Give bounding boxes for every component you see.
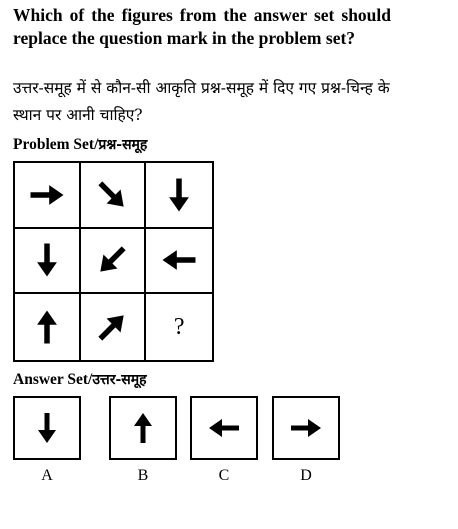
problem-set-label-hi: प्रश्न-समूह	[98, 137, 148, 153]
problem-cell-5	[81, 229, 147, 295]
problem-cell-2	[81, 163, 147, 229]
problem-cell-4	[15, 229, 81, 295]
arrow-right-icon	[286, 408, 326, 448]
answer-option-b[interactable]	[109, 396, 177, 460]
arrow-up-right-icon	[90, 305, 134, 349]
arrow-down-icon	[157, 173, 201, 217]
answer-set-label	[13, 370, 147, 390]
arrow-up-icon	[123, 408, 163, 448]
problem-cell-1	[15, 163, 81, 229]
question-hindi: उत्तर-समूह में से कौन-सी आकृति प्रश्न-समूह में दिए गए प्रश्न-चिन्ह के स्थान पर आनी चाहिए?	[13, 79, 390, 124]
problem-cell-3	[146, 163, 212, 229]
answer-set-label-en: Answer Set/	[13, 371, 93, 388]
arrow-down-right-icon	[90, 173, 134, 217]
problem-cell-9	[146, 294, 212, 360]
answer-option-a[interactable]	[13, 396, 81, 460]
question-english: Which of the figures from the answer set should replace the question mark in the problem set?	[13, 5, 391, 48]
arrow-down-icon	[27, 408, 67, 448]
problem-set-label	[13, 135, 147, 155]
problem-cell-8	[81, 294, 147, 360]
problem-set-label-en: Problem Set/	[13, 136, 99, 153]
answer-set-label-hi: उत्तर-समूह	[92, 372, 147, 388]
answer-option-d[interactable]	[272, 396, 340, 460]
answer-option-a-label: A	[41, 467, 53, 484]
arrow-left-icon	[204, 408, 244, 448]
arrow-right-icon	[25, 173, 69, 217]
arrow-down-left-icon	[90, 238, 134, 282]
answer-option-d-label: D	[300, 467, 312, 484]
arrow-up-icon	[25, 305, 69, 349]
question-mark: ?	[173, 314, 185, 341]
problem-cell-6	[146, 229, 212, 295]
arrow-down-icon	[25, 238, 69, 282]
answer-option-c-label: C	[218, 467, 230, 484]
problem-set-grid	[13, 161, 214, 362]
arrow-left-icon	[157, 238, 201, 282]
problem-cell-7	[15, 294, 81, 360]
answer-option-b-label: B	[137, 467, 149, 484]
answer-option-c[interactable]	[190, 396, 258, 460]
